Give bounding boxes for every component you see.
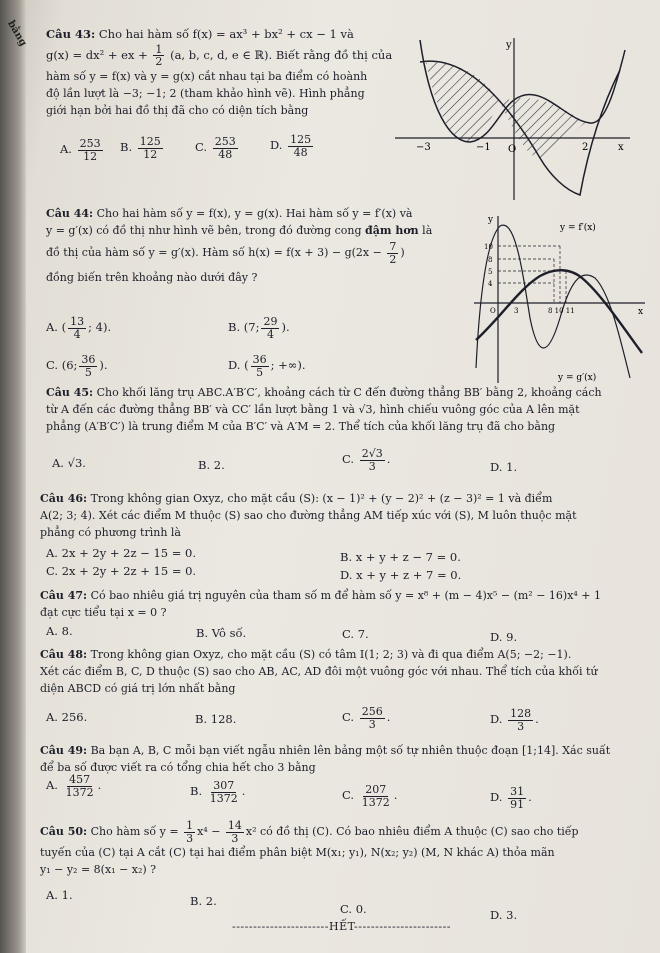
question-47 — [40, 587, 652, 621]
q47-line-2: đạt cực tiểu tại x = 0 ? — [40, 606, 167, 620]
q50-line-3: y₁ − y₂ = 8(x₁ − x₂) ? — [40, 863, 157, 877]
q48-option-c: C. $\frac{256}{3}$ . — [342, 705, 391, 731]
q43-graph — [390, 30, 640, 205]
q45-option-a: A. √3. — [52, 456, 86, 470]
q44-ytick-10: 10 — [484, 243, 493, 251]
q43-text-1: Cho hai hàm số f(x) = ax³ + bx² + cx − 1 và — [98, 27, 354, 41]
q44-text-1: Cho hai hàm số y = f(x), y = g(x). Hai hàm số y = f′(x) và — [96, 207, 413, 220]
q47-line-1: Có bao nhiêu giá trị nguyên của tham số m để hàm số y = x⁸ + (m − 4)x⁵ − (m² − 16)x⁴ + 1 — [90, 589, 602, 602]
q45-option-d: D. 1. — [490, 460, 518, 474]
q44-ytick-5: 5 — [488, 268, 493, 276]
q43-y-label: y — [506, 40, 512, 51]
q44-graph — [470, 208, 650, 386]
q44-text-3a: đồ thị của hàm số y = g′(x). Hàm số h(x) = f(x + 3) − g — [46, 246, 352, 260]
q44-bold: đậm hơn — [365, 224, 419, 238]
q44-gprime-label: y = g′(x) — [558, 373, 597, 383]
q50-option-c: C. 0. — [340, 902, 367, 916]
question-49 — [40, 742, 652, 776]
q46-line-3: phẳng có phương trình là — [40, 526, 181, 540]
q48-line-3: diện ABCD có giá trị lớn nhất bằng — [40, 682, 236, 696]
q44-option-c: C. (6; $\frac{36}{5}$ ). — [46, 353, 108, 379]
q48-line-1: Trong không gian Oxyz, cho mặt cầu (S) có tâm I(1; 2; 3) và đi qua điểm A(5; −2; −1). — [90, 648, 572, 661]
q45-line-2: từ A đến các đường thẳng BB′ và CC′ lần lượt bằng 1 và √3, hình chiếu vuông góc của A lên mặt — [46, 403, 580, 417]
q43-text-2a: g(x) = dx² + ex + — [46, 47, 148, 62]
q44-ytick-8: 8 — [488, 256, 493, 264]
q45-label: Câu 45: — [46, 386, 94, 399]
q47-option-a: A. 8. — [46, 624, 73, 638]
q45-line-3: phẳng (A′B′C′) là trung điểm M của B′C′ và A′M = 2. Thể tích của khối lăng trụ đã cho bằng — [46, 420, 556, 434]
q43-text-5: giới hạn bởi hai đồ thị đã cho có diện tích bằng — [46, 104, 309, 117]
q43-label: Câu 43: — [46, 27, 96, 41]
q43-x-label: x — [618, 142, 624, 153]
q44-option-a: A. ( $\frac{13}{4}$ ; 4). — [46, 315, 112, 341]
q46-option-b: B. x + y + z − 7 = 0. — [340, 550, 461, 564]
question-50: Câu 50: Cho hàm số y = $\frac{1}{3}$ x⁴ − $\frac{14}{3}$ x² có đồ thị (C). Có bao nhiêu điểm A thuộc (C) sao cho tiếp tuyến của (C) tại A cắt (C) tại hai điểm phân biệt M(x₁; y₁), N(x₂; y₂) (M, N khác A) thỏa mãn y₁ − y₂ = 8(x₁ − x₂) ? — [40, 820, 652, 878]
q44-ytick-4: 4 — [488, 280, 493, 288]
q43-option-b: B. $\frac{125}{12}$ — [120, 135, 161, 161]
q46-option-a: A. 2x + 2y + 2z − 15 = 0. — [46, 546, 197, 560]
q43-tick-origin: O — [508, 144, 517, 155]
q43-tick-2: 2 — [582, 142, 589, 153]
q50-option-a: A. 1. — [46, 888, 73, 902]
q48-option-d: D. $\frac{128}{3}$ . — [490, 707, 539, 733]
q44-fprime-label: y = f′(x) — [560, 223, 596, 233]
q47-option-d: D. 9. — [490, 630, 518, 644]
q44-x-label: x — [638, 307, 644, 317]
page-edge-shadow — [0, 0, 29, 953]
q43-text-3: hàm số y = f(x) và y = g(x) cắt nhau tại ba điểm có hoành — [46, 69, 368, 83]
q44-text-2: y = g′(x) có đồ thị như hình vẽ bên, trong đó đường cong — [46, 224, 362, 238]
q50-option-b: B. 2. — [190, 894, 217, 908]
q47-option-b: B. Vô số. — [196, 626, 247, 640]
question-45 — [46, 384, 646, 435]
q46-option-c: C. 2x + 2y + 2z + 15 = 0. — [46, 564, 197, 578]
q47-option-c: C. 7. — [342, 627, 369, 641]
q50-option-d: D. 3. — [490, 908, 518, 922]
q50-line-2: tuyến của (C) tại A cắt (C) tại hai điểm phân biệt M(x₁; y₁), N(x₂; y₂) (M, N khác A) thỏa mãn — [40, 846, 555, 860]
q45-option-b: B. 2. — [198, 458, 225, 472]
q45-option-c: C. $\frac{2√3}{3}$ . — [342, 447, 391, 473]
q44-xtick-8-10-11: 8 10 11 — [548, 307, 575, 315]
q50-label: Câu 50: — [40, 825, 88, 839]
q44-option-b: B. (7; $\frac{29}{4}$ ). — [228, 315, 290, 341]
q48-line-2: Xét các điểm B, C, D thuộc (S) sao cho AB, AC, AD đôi một vuông góc với nhau. Thể tích của khối tứ — [40, 665, 598, 679]
question-48 — [40, 646, 652, 697]
q49-option-d: D. $\frac{31}{91}$ . — [490, 785, 532, 811]
q43-half: $\frac{1}{2}$ — [155, 42, 163, 69]
q43-text-4: độ lần lượt là −3; −1; 2 (tham khảo hình vẽ). Hình phẳng — [46, 86, 365, 100]
q43-option-c: C. $\frac{253}{48}$ — [195, 135, 236, 161]
q49-label: Câu 49: — [40, 744, 88, 757]
q44-y-label: y — [488, 215, 494, 225]
q49-line-2: để ba số được viết ra có tổng chia hết cho 3 bằng — [40, 761, 316, 775]
q44-curve-fprime — [476, 225, 630, 378]
q46-option-d: D. x + y + z + 7 = 0. — [340, 568, 462, 582]
q48-option-a: A. 256. — [46, 710, 88, 724]
q44-text-4: đồng biến trên khoảng nào dưới đây ? — [46, 271, 258, 285]
q43-option-d: D. $\frac{125}{48}$ — [270, 133, 312, 159]
q48-label: Câu 48: — [40, 648, 88, 661]
q44-origin: O — [490, 307, 496, 315]
q49-option-a: A. $\frac{457}{1372}$ . — [46, 773, 102, 799]
q46-line-1: Trong không gian Oxyz, cho mặt cầu (S): (x − 1)² + (y − 2)² + (z − 3)² = 1 và điểm — [90, 492, 553, 505]
q49-option-b: B. $\frac{307}{1372}$ . — [190, 779, 246, 805]
q44-xtick-3: 3 — [514, 307, 519, 315]
end-marker: -----------------------HẾT----------------------- — [232, 920, 452, 933]
q46-label: Câu 46: — [40, 492, 88, 505]
question-46 — [40, 490, 648, 541]
q44-option-d: D. ( $\frac{36}{5}$ ; +∞). — [228, 353, 306, 379]
question-44: Câu 44: Cho hai hàm số y = f(x), y = g(x). Hai hàm số y = f′(x) và y = g′(x) có đồ thị như hình vẽ bên, trong đó đường cong đậm hơn là đồ thị của hàm số y = g′(x). Hàm số h(x) = f(x + 3) − g(2x − $\frac{7}{2}$ ) đồng biến trên khoảng nào dưới đây ? — [46, 205, 456, 286]
q49-option-c: C. $\frac{207}{1372}$ . — [342, 783, 398, 809]
q47-label: Câu 47: — [40, 589, 88, 602]
margin-text: bằng — [5, 18, 29, 49]
q49-line-1: Ba bạn A, B, C mỗi bạn viết ngẫu nhiên lên bảng một số tự nhiên thuộc đoạn [1;14]. Xác suất — [90, 744, 611, 757]
q43-text-2b: (a, b, c, d, e ∈ ℝ). Biết rằng đồ thị của — [170, 47, 393, 62]
q45-line-1: Cho khối lăng trụ ABC.A′B′C′, khoảng cách từ C đến đường thẳng BB′ bằng 2, khoảng cách — [96, 386, 602, 399]
q43-tick-minus1: −1 — [476, 142, 491, 153]
q43-option-a: A. $\frac{253}{12}$ — [60, 137, 101, 163]
question-43 — [46, 26, 396, 119]
q43-tick-minus3: −3 — [416, 142, 431, 153]
q44-label: Câu 44: — [46, 207, 94, 220]
q48-option-b: B. 128. — [195, 712, 237, 726]
q46-line-2: A(2; 3; 4). Xét các điểm M thuộc (S) sao cho đường thẳng AM tiếp xúc với (S), M luôn thuộc mặt — [40, 509, 577, 523]
